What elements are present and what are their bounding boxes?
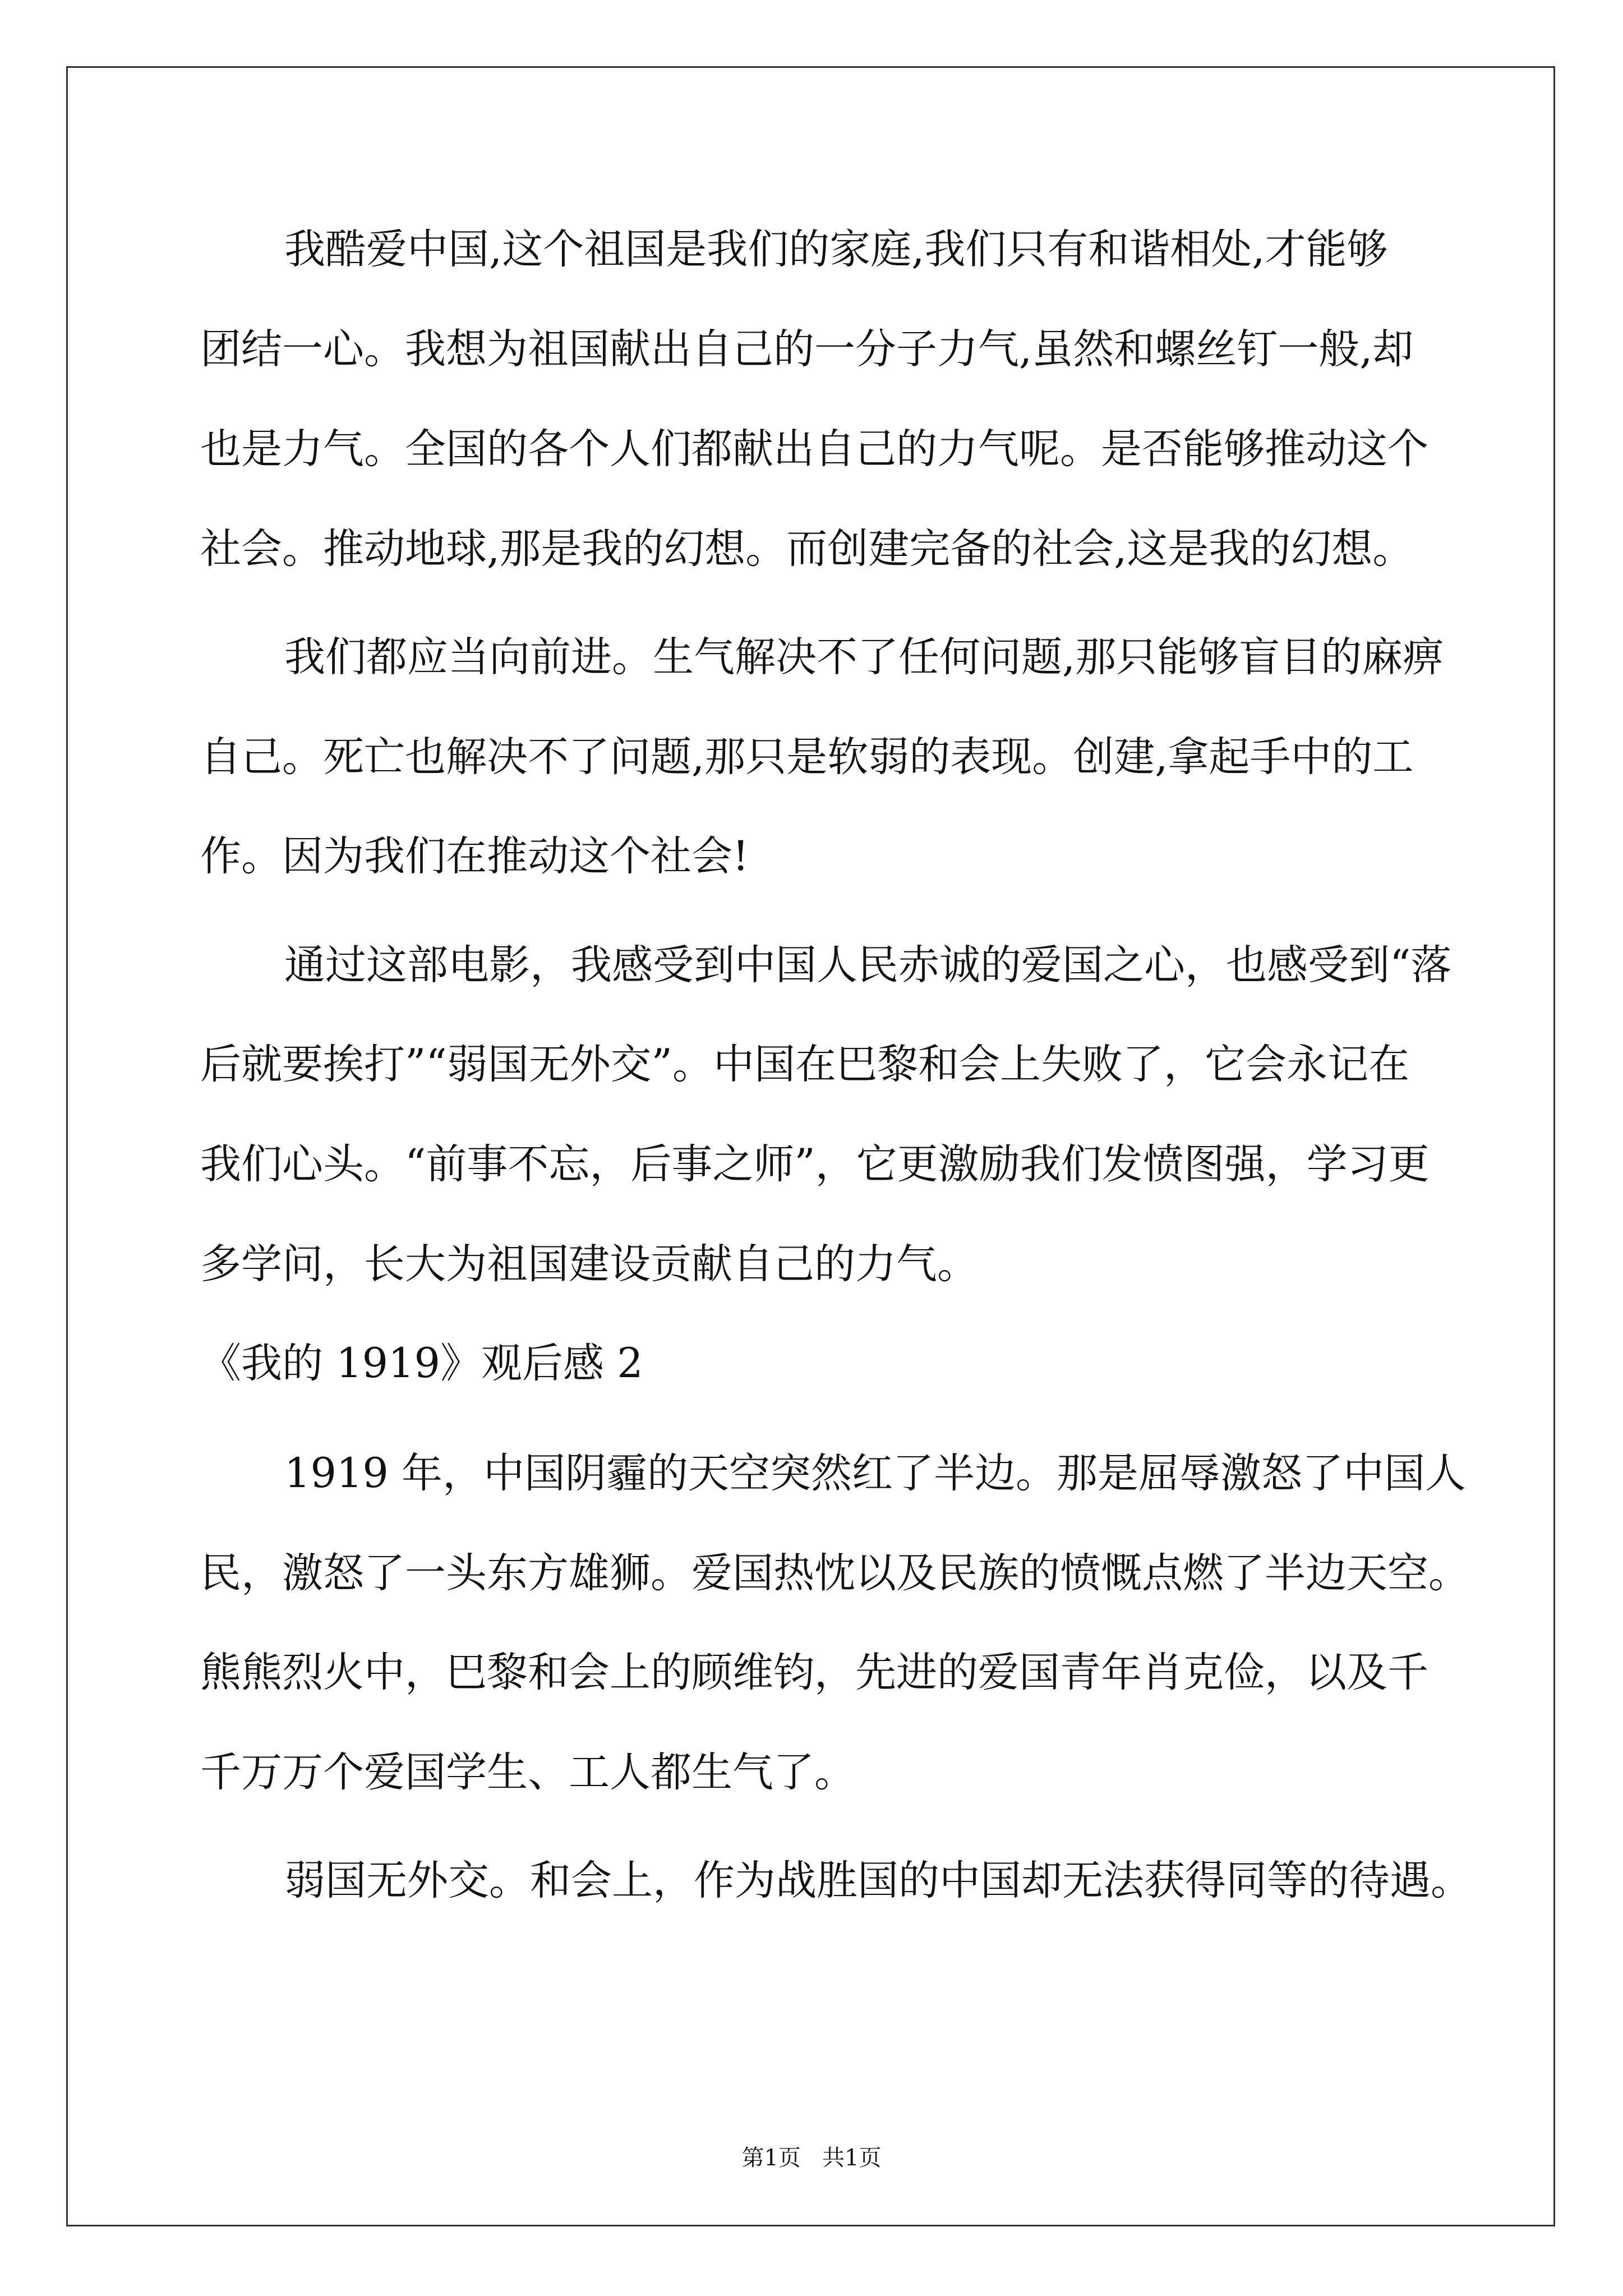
text-line: 多学问，长大为祖国建设贡献自己的力气。 <box>200 1240 978 1288</box>
text-line: 千万万个爱国学生、工人都生气了。 <box>200 1749 855 1796</box>
text-line: 熊熊烈火中，巴黎和会上的顾维钧，先进的爱国青年肖克俭，以及千 <box>200 1649 1428 1696</box>
text-line: 我们都应当向前进。生气解决不了任何问题,那只能够盲目的麻痹 <box>284 633 1444 681</box>
text-line: 后就要挨打”“弱国无外交”。中国在巴黎和会上失败了，它会永记在 <box>200 1041 1409 1088</box>
text-line: 我们心头。“前事不忘，后事之师”，它更激励我们发愤图强，学习更 <box>200 1140 1430 1188</box>
text-line: 弱国无外交。和会上，作为战胜国的中国却无法获得同等的待遇。 <box>284 1857 1472 1904</box>
text-line: 团结一心。我想为祖国献出自己的一分子力气,虽然和螺丝钉一般,却 <box>200 325 1414 373</box>
text-line: 民，激怒了一头东方雄狮。爱国热忱以及民族的愤慨点燃了半边天空。 <box>200 1549 1469 1597</box>
text-line: 1919 年，中国阴霾的天空突然红了半边。那是屈辱激怒了中国人 <box>284 1450 1466 1497</box>
section-heading: 《我的 1919》观后感 2 <box>200 1340 643 1387</box>
text-line: 作。因为我们在推动这个社会! <box>200 832 749 880</box>
text-line: 通过这部电影，我感受到中国人民赤诚的爱国之心，也感受到“落 <box>284 941 1452 989</box>
page-footer: 第1页 共1页 <box>741 2145 882 2171</box>
text-line: 我酷爱中国,这个祖国是我们的家庭,我们只有和谐相处,才能够 <box>284 226 1388 273</box>
text-line: 也是力气。全国的各个人们都献出自己的力气呢。是否能够推动这个 <box>200 425 1428 473</box>
text-line: 自己。死亡也解决不了问题,那只是软弱的表现。创建,拿起手中的工 <box>200 733 1414 781</box>
text-line: 社会。推动地球,那是我的幻想。而创建完备的社会,这是我的幻想。 <box>200 525 1414 573</box>
